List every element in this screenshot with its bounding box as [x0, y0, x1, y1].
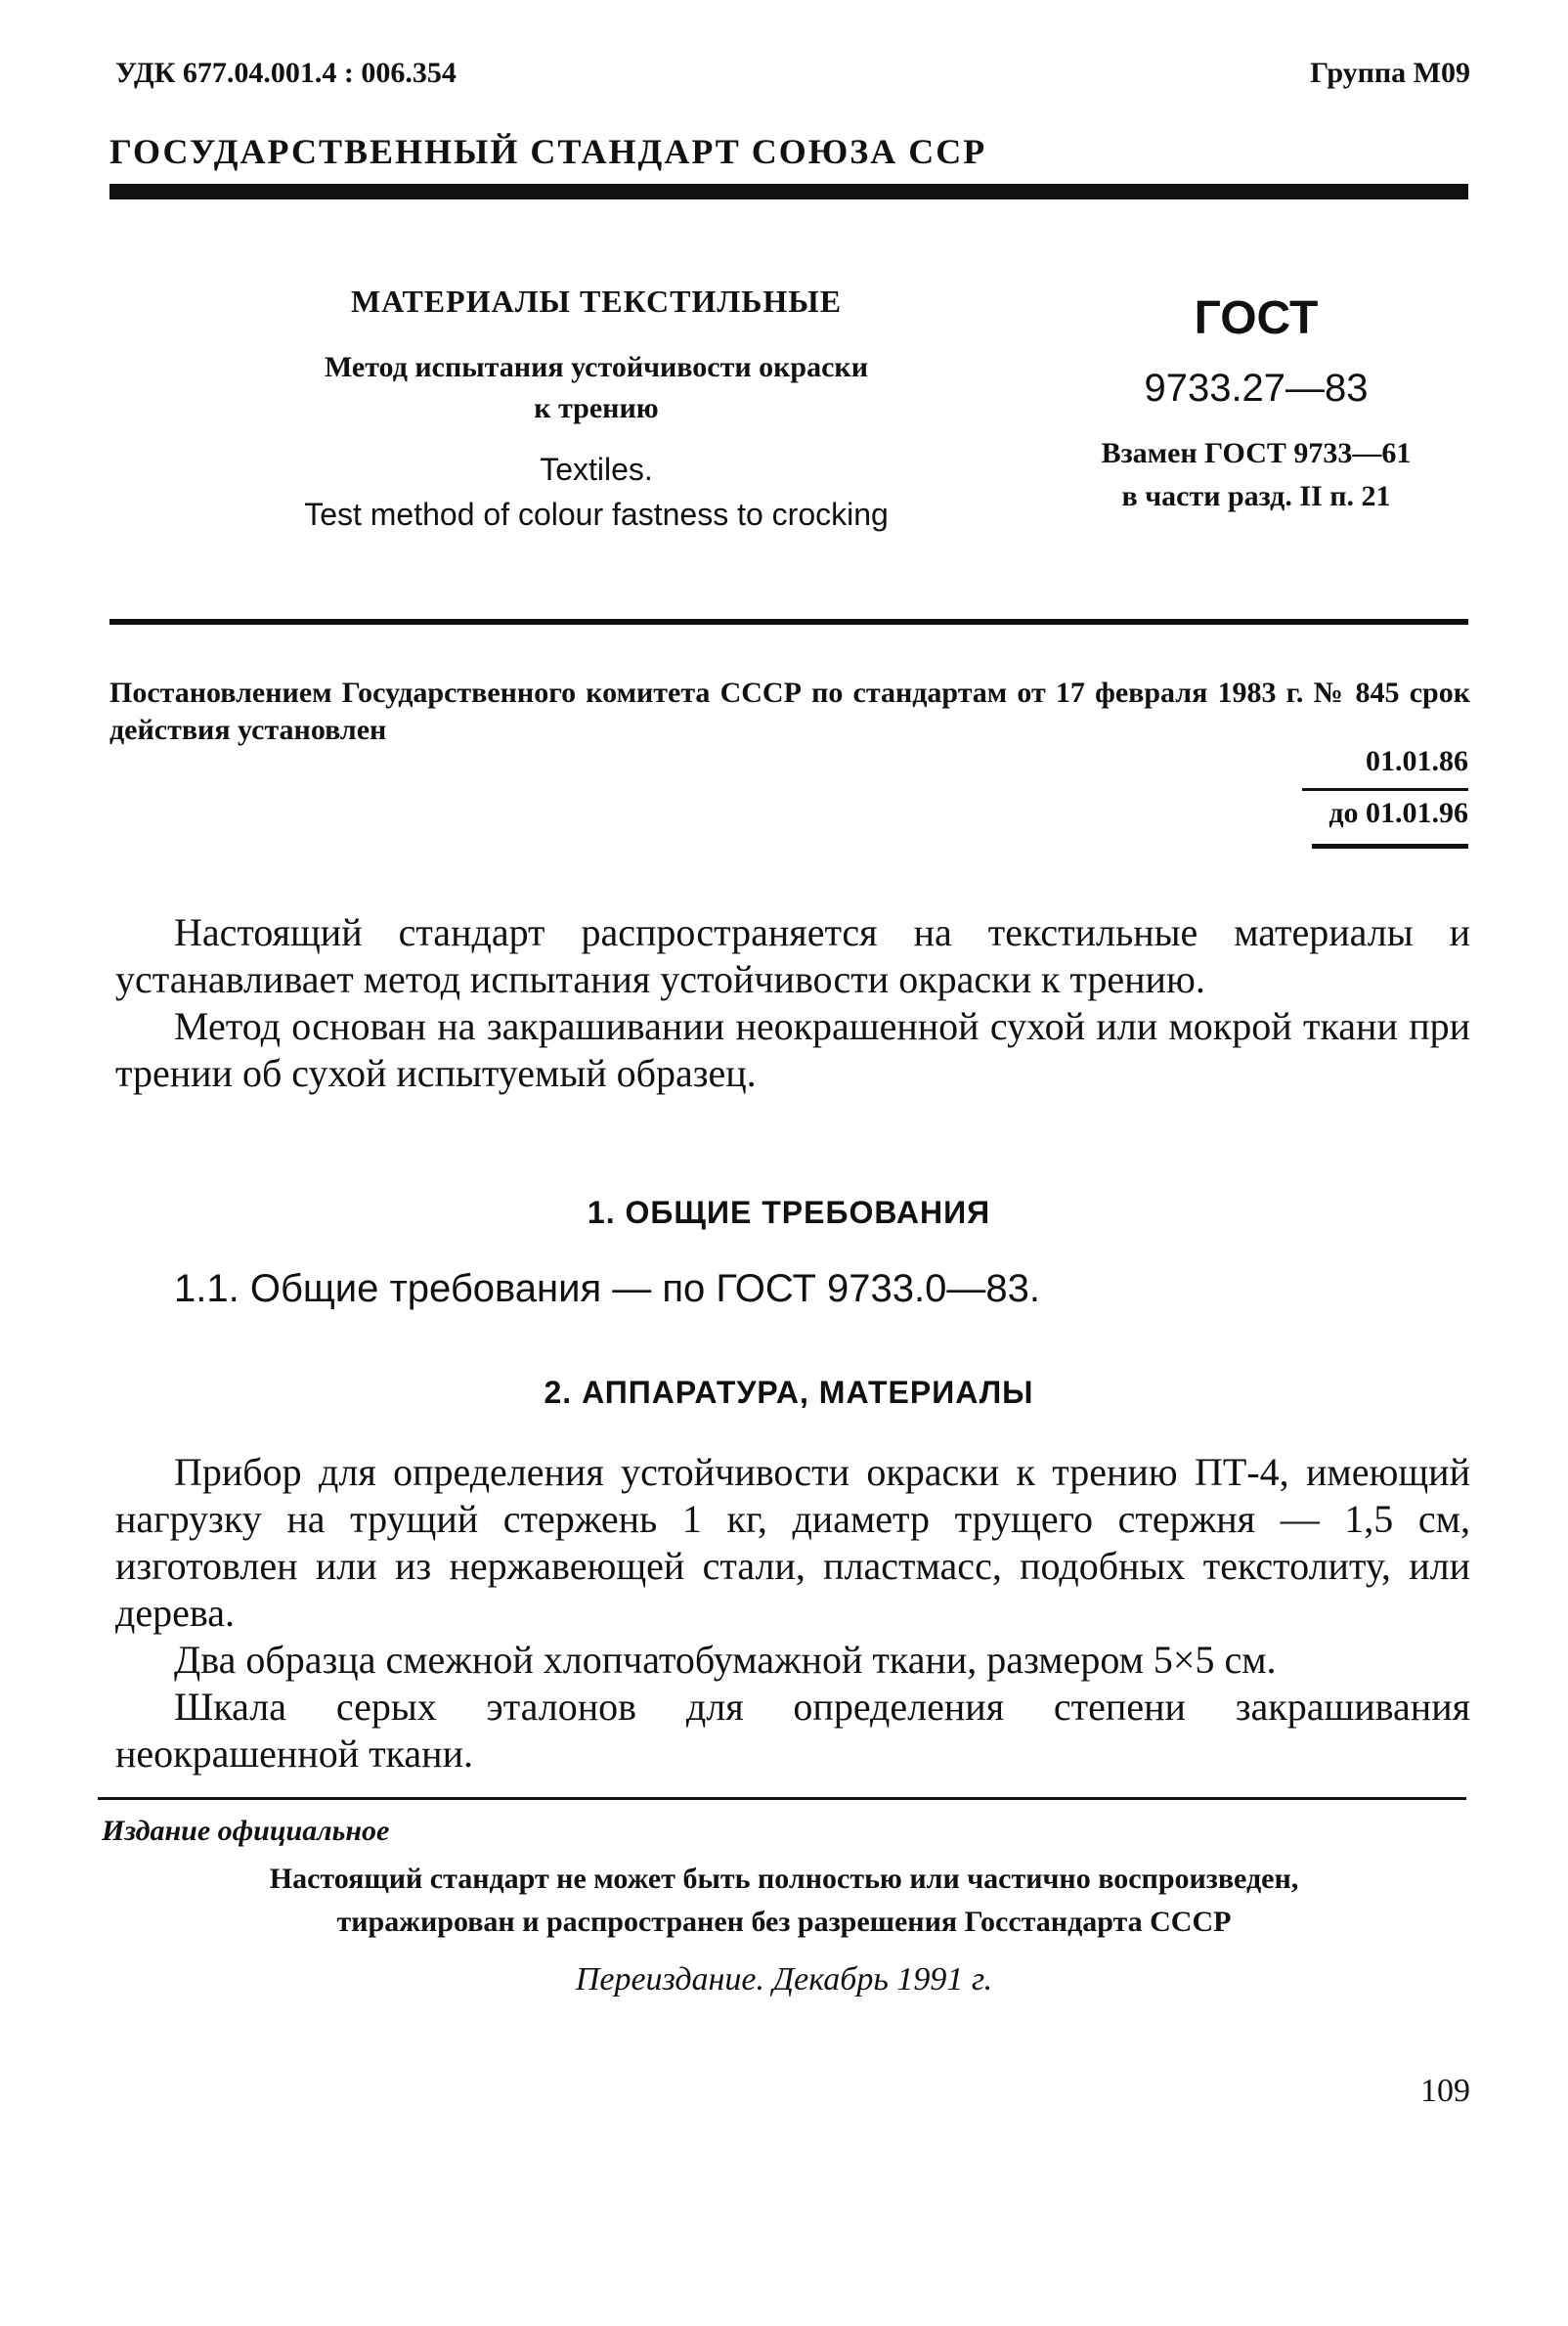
date-from: 01.01.86: [1366, 745, 1468, 777]
title-subtitle: [225, 347, 968, 429]
gost-block: [1056, 291, 1457, 518]
header-rule: [109, 184, 1468, 199]
title-subtitle-line1: Метод испытания устойчивости окраски: [324, 351, 868, 383]
official-edition: Издание официальное: [102, 1815, 390, 1847]
title-subtitle-line2: к трению: [534, 392, 659, 424]
copyright-notice: [98, 1858, 1470, 1944]
section-1-heading: 1. ОБЩИЕ ТРЕБОВАНИЯ: [587, 1195, 991, 1230]
footer-rule: [98, 1797, 1466, 1800]
samples-paragraph: Два образца смежной хлопчатобумажной ткани, размером 5×5 см.: [174, 1638, 1277, 1682]
copyright-notice-line2: тиражирован и распространен без разрешения Госстандарта СССР: [336, 1906, 1232, 1938]
state-standard-banner: ГОСУДАРСТВЕННЫЙ СТАНДАРТ СОЮЗА ССР: [109, 132, 987, 171]
decree-text: Постановлением Государственного комитета СССР по стандартам от 17 февраля 1983 г. № 845 срок действия установлен: [109, 677, 1470, 746]
clause-1-1: 1.1. Общие требования — по ГОСТ 9733.0—83.: [174, 1267, 1040, 1310]
reissue-note: Переиздание. Декабрь 1991 г.: [575, 1961, 993, 1997]
group-code: Группа М09: [1310, 57, 1470, 89]
section-2-body: [115, 1449, 1470, 1777]
page-number: 109: [1420, 2073, 1470, 2109]
gost-replaces-line2: в части разд. II п. 21: [1121, 480, 1391, 512]
copyright-notice-line1: Настоящий стандарт не может быть полностью или частично воспроизведен,: [269, 1863, 1299, 1895]
title-rule: [109, 619, 1468, 625]
udk-code: УДК 677.04.001.4 : 006.354: [115, 57, 457, 89]
apparatus-paragraph: Прибор для определения устойчивости окраски к трению ПТ-4, имеющий нагрузку на трущий стержень 1 кг, диаметр трущего стержня — 1,5 см, изготовлен или из нержавеющей стали, пластмасс, подобных текстолиту, или дерева.: [115, 1450, 1470, 1635]
intro-paragraph-2: Метод основан на закрашивании неокрашенной сухой или мокрой ткани при трении об сухой испытуемый образец.: [115, 1004, 1470, 1095]
section-2-heading: 2. АППАРАТУРА, МАТЕРИАЛЫ: [544, 1375, 1034, 1410]
date-to: до 01.01.96: [1328, 797, 1468, 829]
intro-section: [115, 909, 1470, 1097]
intro-paragraph-1: Настоящий стандарт распространяется на текстильные материалы и устанавливает метод испытания устойчивости окраски к трению.: [115, 910, 1470, 1001]
grey-scale-paragraph: Шкала серых эталонов для определения степени закрашивания неокрашенной ткани.: [115, 1685, 1470, 1776]
title-block: [225, 284, 968, 537]
validity-dates: [1302, 745, 1468, 849]
gost-replaces: [1056, 432, 1457, 518]
gost-label: ГОСТ: [1194, 292, 1319, 344]
gost-replaces-line1: Взамен ГОСТ 9733—61: [1101, 437, 1412, 469]
gost-number: 9733.27—83: [1144, 367, 1369, 410]
title-english: [225, 447, 968, 537]
title-english-line2: Test method of colour fastness to crocking: [304, 497, 889, 532]
date-underline: [1312, 844, 1468, 849]
title-main: МАТЕРИАЛЫ ТЕКСТИЛЬНЫЕ: [350, 284, 843, 319]
title-english-line1: Textiles.: [540, 452, 653, 487]
